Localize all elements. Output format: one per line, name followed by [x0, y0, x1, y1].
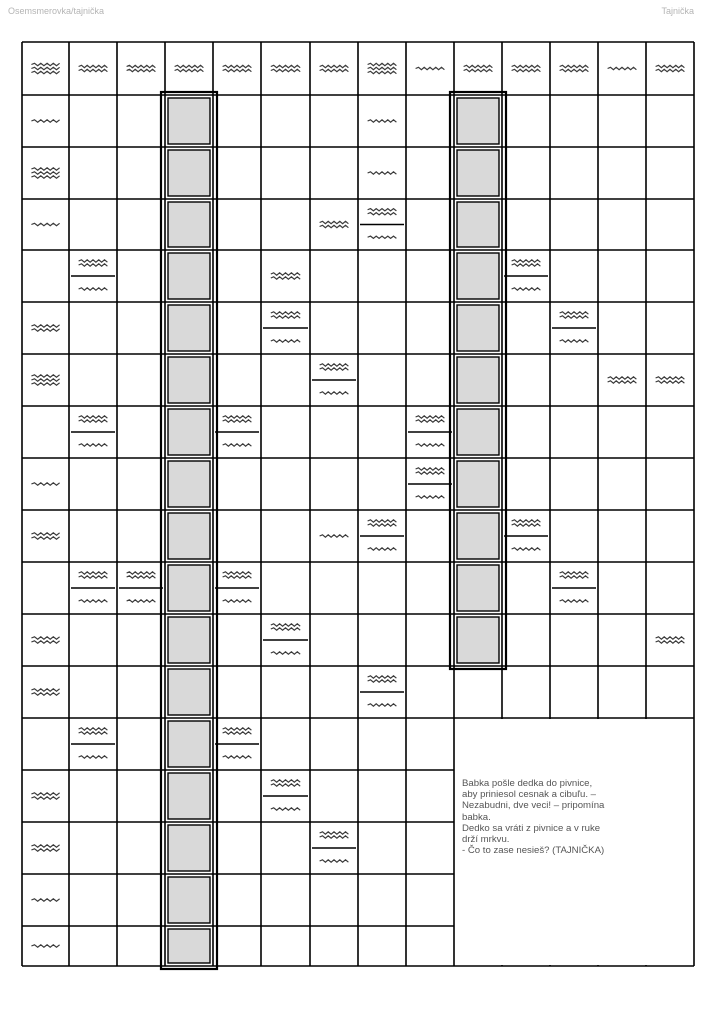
clue-text-mark	[127, 572, 156, 578]
solution-cell	[457, 513, 499, 559]
clue-text-mark	[512, 520, 541, 526]
clue-text-mark	[271, 624, 300, 630]
clue-text-mark	[223, 600, 252, 602]
clue-text-mark	[271, 340, 300, 342]
clue-text-mark	[320, 535, 349, 537]
clue-text-mark	[31, 168, 59, 178]
clue-text-mark	[512, 65, 541, 71]
clue-text-mark	[416, 468, 445, 474]
clue-text-mark	[271, 652, 300, 654]
clue-text-mark	[368, 209, 397, 215]
clue-text-mark	[368, 520, 397, 526]
clue-text-mark	[416, 444, 445, 446]
clue-text-mark	[271, 312, 300, 318]
clue-text-mark	[223, 756, 252, 758]
header-left-text: Osemsmerovka/tajnička	[8, 6, 105, 16]
clue-text-mark	[368, 120, 397, 122]
clue-text-mark	[656, 377, 685, 383]
solution-cell	[168, 825, 210, 871]
riddle-line: babka.	[462, 811, 491, 823]
clue-text-mark	[368, 172, 397, 174]
clue-text-mark	[223, 444, 252, 446]
solution-cell	[457, 357, 499, 403]
clue-text-mark	[656, 637, 685, 643]
clue-text-mark	[320, 860, 349, 862]
clue-text-mark	[31, 945, 59, 947]
clue-text-mark	[175, 65, 204, 71]
clue-text-mark	[31, 793, 59, 799]
clue-text-mark	[79, 416, 108, 422]
clue-text-mark	[320, 65, 349, 71]
riddle-line: drží mrkvu.	[462, 834, 510, 846]
clue-text-mark	[271, 65, 300, 71]
clue-text-mark	[560, 312, 589, 318]
clue-text-mark	[31, 689, 59, 695]
solution-cell	[168, 202, 210, 247]
clue-text-mark	[368, 704, 397, 706]
solution-cell	[168, 617, 210, 663]
clue-text-mark	[512, 260, 541, 266]
solution-cell	[168, 357, 210, 403]
riddle-line: - Čo to zase nesieš? (TAJNIČKA)	[462, 845, 605, 857]
clue-text-mark	[79, 572, 108, 578]
clue-text-mark	[271, 780, 300, 786]
clue-text-mark	[320, 392, 349, 394]
solution-cell	[457, 461, 499, 507]
clue-text-mark	[79, 756, 108, 758]
solution-cell	[168, 773, 210, 819]
solution-cell	[168, 305, 210, 351]
solution-cell	[168, 877, 210, 923]
clue-text-mark	[31, 899, 59, 901]
riddle-line: Nezabudni, dve veci! – pripomína	[462, 800, 605, 812]
solution-cell	[168, 461, 210, 507]
clue-text-mark	[271, 808, 300, 810]
solution-cell	[168, 721, 210, 767]
clue-text-mark	[127, 600, 156, 602]
solution-cell	[168, 929, 210, 963]
clue-text-mark	[79, 600, 108, 602]
clue-text-mark	[31, 120, 59, 122]
clue-text-mark	[560, 600, 589, 602]
clue-text-mark	[31, 637, 59, 643]
clue-text-mark	[31, 845, 59, 851]
clue-text-mark	[223, 416, 252, 422]
clue-text-mark	[127, 65, 156, 71]
clue-text-mark	[368, 63, 397, 73]
solution-cell	[457, 202, 499, 247]
clue-text-mark	[79, 260, 108, 266]
solution-cell	[457, 409, 499, 455]
solution-cell	[168, 98, 210, 144]
solution-cell	[168, 565, 210, 611]
solution-cell	[168, 253, 210, 299]
clue-text-mark	[320, 364, 349, 370]
riddle-text	[462, 778, 694, 856]
clue-text-mark	[79, 288, 108, 290]
solution-cell	[457, 565, 499, 611]
clue-text-mark	[512, 288, 541, 290]
solution-cell	[168, 513, 210, 559]
solution-cell	[457, 305, 499, 351]
header-right-text: Tajnička	[661, 6, 694, 16]
clue-text-mark	[416, 416, 445, 422]
clue-text-mark	[560, 572, 589, 578]
solution-cell	[457, 150, 499, 196]
riddle-line: Babka pošle dedka do pivnice,	[462, 778, 593, 789]
clue-text-mark	[31, 483, 59, 485]
clue-text-mark	[223, 65, 252, 71]
clue-text-mark	[320, 832, 349, 838]
clue-text-mark	[223, 572, 252, 578]
clue-text-mark	[416, 67, 445, 69]
clue-text-mark	[223, 728, 252, 734]
clue-text-mark	[31, 223, 59, 225]
clue-text-mark	[560, 340, 589, 342]
clue-text-mark	[608, 67, 637, 69]
clue-text-mark	[79, 65, 108, 71]
clue-text-mark	[31, 533, 59, 539]
riddle-line: aby priniesol cesnak a cibuľu. –	[462, 789, 596, 801]
solution-cell	[168, 150, 210, 196]
solution-cell	[168, 669, 210, 715]
clue-text-mark	[79, 728, 108, 734]
clue-text-mark	[368, 676, 397, 682]
riddle-line: Dedko sa vráti z pivnice a v ruke	[462, 822, 601, 834]
clue-text-mark	[608, 377, 637, 383]
clue-text-mark	[368, 236, 397, 238]
clue-text-mark	[79, 444, 108, 446]
clue-text-mark	[320, 221, 349, 227]
clue-text-mark	[31, 375, 59, 385]
solution-cell	[457, 253, 499, 299]
clue-text-mark	[368, 548, 397, 550]
clue-text-mark	[656, 65, 685, 71]
solution-cell	[457, 617, 499, 663]
clue-text-mark	[31, 325, 59, 331]
clue-text-mark	[560, 65, 589, 71]
solution-cell	[457, 98, 499, 144]
clue-text-mark	[512, 548, 541, 550]
clue-text-mark	[31, 63, 59, 73]
solution-cell	[168, 409, 210, 455]
clue-text-mark	[271, 273, 300, 279]
clue-text-mark	[416, 496, 445, 498]
clue-text-mark	[464, 65, 493, 71]
